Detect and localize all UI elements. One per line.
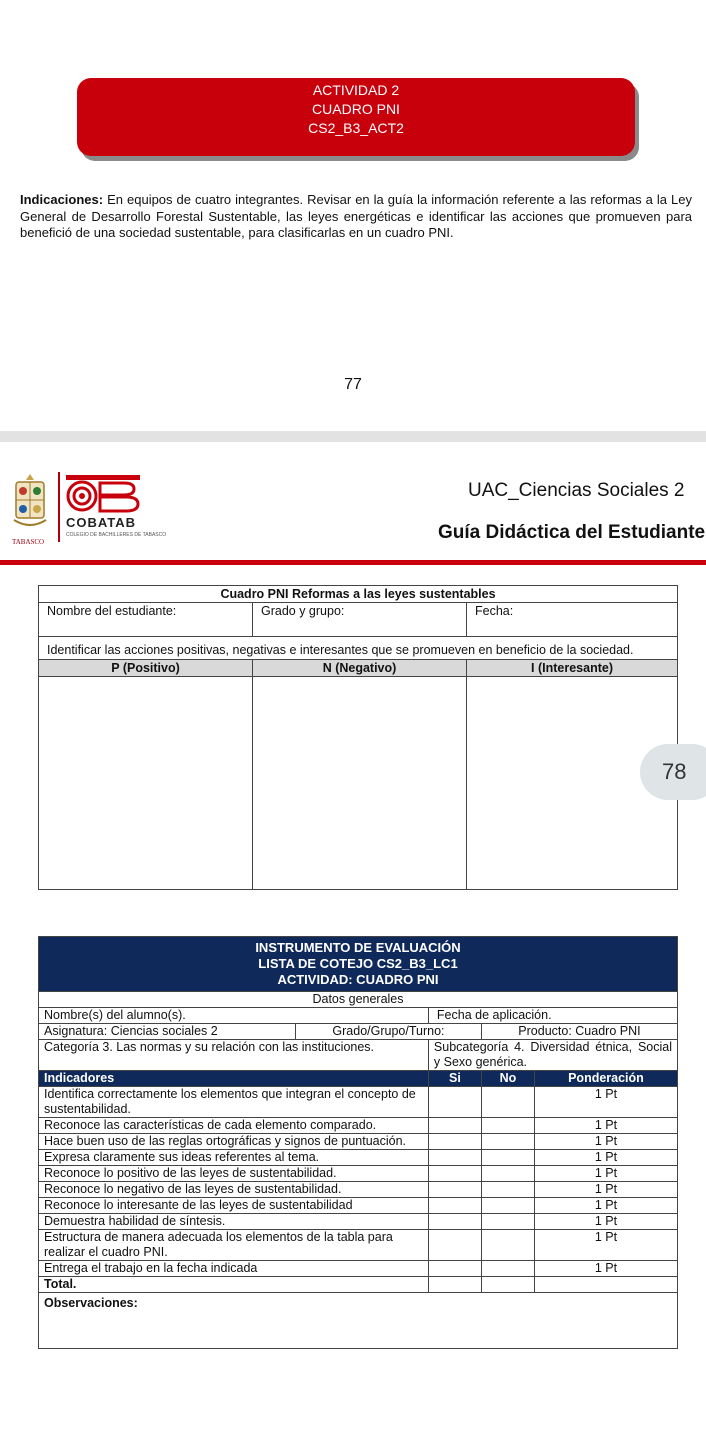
total-weight-cell: [534, 1277, 677, 1293]
weight-cell: 1 Pt: [534, 1198, 677, 1214]
page-number: 77: [344, 376, 362, 393]
indicator-text: Expresa claramente sus ideas referentes al tema.: [39, 1150, 429, 1166]
state-name: TABASCO: [12, 538, 45, 546]
total-label: Total.: [39, 1277, 429, 1293]
grade-group-field[interactable]: Grado y grupo:: [253, 603, 467, 637]
weight-cell: 1 Pt: [534, 1087, 677, 1118]
checklist-activity: ACTIVIDAD: CUADRO PNI: [277, 972, 439, 987]
student-name-field[interactable]: Nombre del estudiante:: [39, 603, 253, 637]
yes-cell[interactable]: [428, 1214, 481, 1230]
indicator-text: Reconoce lo positivo de las leyes de sustentabilidad.: [39, 1166, 429, 1182]
no-cell[interactable]: [481, 1214, 534, 1230]
checklist-title: INSTRUMENTO DE EVALUACIÓN: [255, 940, 461, 955]
weight-cell: 1 Pt: [534, 1182, 677, 1198]
checklist-code: LISTA DE COTEJO CS2_B3_LC1: [258, 956, 458, 971]
yes-cell[interactable]: [428, 1087, 481, 1118]
indicator-text: Demuestra habilidad de síntesis.: [39, 1214, 429, 1230]
total-yes-cell: [428, 1277, 481, 1293]
page-separator: [0, 431, 706, 442]
weight-cell: 1 Pt: [534, 1134, 677, 1150]
weight-cell: 1 Pt: [534, 1118, 677, 1134]
checklist-heading: [39, 937, 678, 992]
category-field: Categoría 3. Las normas y su relación con las instituciones.: [39, 1040, 429, 1071]
header-divider: [58, 472, 60, 542]
product-field: Producto: Cuadro PNI: [481, 1024, 677, 1040]
positive-cell[interactable]: [39, 677, 253, 890]
yes-header: Si: [428, 1071, 481, 1087]
date-field[interactable]: Fecha:: [467, 603, 678, 637]
col-positive: P (Positivo): [39, 660, 253, 677]
weight-cell: 1 Pt: [534, 1261, 677, 1277]
no-cell[interactable]: [481, 1261, 534, 1277]
yes-cell[interactable]: [428, 1261, 481, 1277]
weight-cell: 1 Pt: [534, 1166, 677, 1182]
yes-cell[interactable]: [428, 1230, 481, 1261]
cobatab-logo-icon: [64, 474, 142, 514]
instructions-text: En equipos de cuatro integrantes. Revisar en la guía la información referente a las reformas a la Ley General de Desarrollo Forestal Sustentable, las leyes energéticas e identificar las acciones que promueven para benefició de una sociedad sustentable, para clasificarlas en un cuadro PNI.: [20, 192, 692, 240]
indicator-text: Reconoce lo negativo de las leyes de sustentabilidad.: [39, 1182, 429, 1198]
no-cell[interactable]: [481, 1230, 534, 1261]
page-number-badge: 78: [640, 744, 706, 800]
guide-title: Guía Didáctica del Estudiante: [438, 522, 706, 543]
uac-title: UAC_Ciencias Sociales 2: [468, 480, 685, 501]
indicator-text: Entrega el trabajo en la fecha indicada: [39, 1261, 429, 1277]
yes-cell[interactable]: [428, 1150, 481, 1166]
no-cell[interactable]: [481, 1087, 534, 1118]
activity-number: ACTIVIDAD 2: [312, 82, 400, 98]
tabasco-seal-icon: [10, 472, 50, 540]
yes-cell[interactable]: [428, 1166, 481, 1182]
pni-instruction: Identificar las acciones positivas, negativas e interesantes que se promueven en beneficio de la sociedad.: [39, 637, 678, 660]
negative-cell[interactable]: [253, 677, 467, 890]
institution-subtitle: COLEGIO DE BACHILLERES DE TABASCO: [66, 532, 167, 538]
yes-cell[interactable]: [428, 1198, 481, 1214]
students-name-field[interactable]: Nombre(s) del alumno(s).: [39, 1008, 429, 1024]
instructions-label: Indicaciones:: [20, 192, 104, 207]
institution-name: COBATAB: [66, 515, 137, 530]
yes-cell[interactable]: [428, 1118, 481, 1134]
weight-cell: 1 Pt: [534, 1230, 677, 1261]
indicator-text: Reconoce lo interesante de las leyes de sustentabilidad: [39, 1198, 429, 1214]
application-date-field[interactable]: Fecha de aplicación.: [428, 1008, 677, 1024]
checklist-table: [38, 936, 678, 1349]
general-data-heading: Datos generales: [39, 992, 678, 1008]
header-red-line: [0, 560, 706, 565]
pni-table-title: Cuadro PNI Reformas a las leyes sustentables: [39, 586, 678, 603]
col-interesting: I (Interesante): [467, 660, 678, 677]
indicator-text: Reconoce las características de cada elemento comparado.: [39, 1118, 429, 1134]
indicators-header: Indicadores: [39, 1071, 429, 1087]
subject-field: Asignatura: Ciencias sociales 2: [39, 1024, 296, 1040]
activity-banner: [77, 78, 635, 156]
no-header: No: [481, 1071, 534, 1087]
no-cell[interactable]: [481, 1118, 534, 1134]
weight-header: Ponderación: [534, 1071, 677, 1087]
no-cell[interactable]: [481, 1134, 534, 1150]
activity-code: CS2_B3_ACT2: [308, 120, 404, 136]
weight-cell: 1 Pt: [534, 1150, 677, 1166]
no-cell[interactable]: [481, 1198, 534, 1214]
indicator-text: Identifica correctamente los elementos que integran el concepto de sustentabilidad.: [39, 1087, 429, 1118]
indicator-text: Estructura de manera adecuada los elementos de la tabla para realizar el cuadro PNI.: [39, 1230, 429, 1261]
instructions: [20, 192, 692, 242]
total-no-cell: [481, 1277, 534, 1293]
subcategory-field: Subcategoría 4. Diversidad étnica, Social y Sexo genérica.: [428, 1040, 677, 1071]
weight-cell: 1 Pt: [534, 1214, 677, 1230]
pni-table: [38, 585, 678, 890]
yes-cell[interactable]: [428, 1182, 481, 1198]
group-turn-field[interactable]: Grado/Grupo/Turno:: [296, 1024, 482, 1040]
indicator-text: Hace buen uso de las reglas ortográficas y signos de puntuación.: [39, 1134, 429, 1150]
no-cell[interactable]: [481, 1150, 534, 1166]
yes-cell[interactable]: [428, 1134, 481, 1150]
no-cell[interactable]: [481, 1166, 534, 1182]
col-negative: N (Negativo): [253, 660, 467, 677]
no-cell[interactable]: [481, 1182, 534, 1198]
observations-field[interactable]: Observaciones:: [39, 1293, 678, 1349]
activity-name: CUADRO PNI: [312, 101, 400, 117]
